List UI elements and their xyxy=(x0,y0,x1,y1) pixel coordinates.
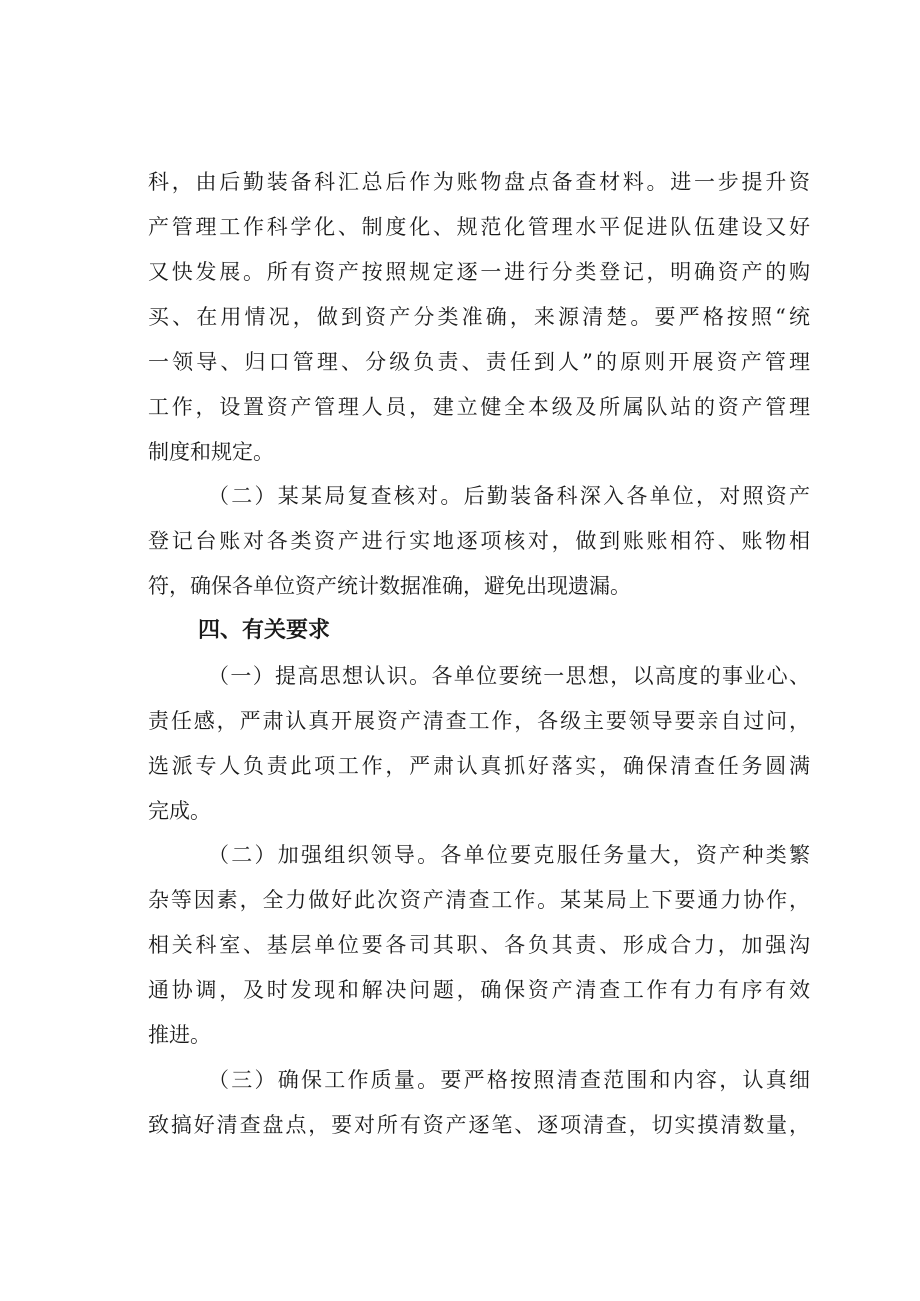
section-heading: 四、有关要求 xyxy=(198,618,331,643)
paragraph-first-line: （二）加强组织领导。各单位要克服任务量大，资产种类繁 xyxy=(208,843,810,867)
text-line: 选派专人负责此项工作，严肃认真抓好落实，确保清查任务圆满 xyxy=(148,754,810,778)
text-line: 工作，设置资产管理人员，建立健全本级及所属队站的资产管理 xyxy=(148,395,810,419)
paragraph-first-line: （二）某某局复查核对。后勤装备科深入各单位，对照资产 xyxy=(208,484,810,508)
text-line: 推进。 xyxy=(148,1023,211,1047)
text-line: 杂等因素，全力做好此次资产清查工作。某某局上下要通力协作， xyxy=(148,888,810,912)
text-line: 责任感，严肃认真开展资产清查工作，各级主要领导要亲自过问， xyxy=(148,709,810,733)
text-line: 完成。 xyxy=(148,799,211,823)
text-line: 符，确保各单位资产统计数据准确，避免出现遗漏。 xyxy=(148,574,631,598)
text-line: 科，由后勤装备科汇总后作为账物盘点备查材料。进一步提升资 xyxy=(148,170,810,194)
text-line: 通协调，及时发现和解决问题，确保资产清查工作有力有序有效 xyxy=(148,978,810,1002)
paragraph-first-line: （三）确保工作质量。要严格按照清查范围和内容，认真细 xyxy=(208,1068,810,1092)
text-line: 登记台账对各类资产进行实地逐项核对，做到账账相符、账物相 xyxy=(148,529,810,553)
text-line: 制度和规定。 xyxy=(148,440,274,464)
text-line: 致搞好清查盘点，要对所有资产逐笔、逐项清查，切实摸清数量， xyxy=(148,1113,810,1137)
text-line: 又快发展。所有资产按照规定逐一进行分类登记，明确资产的购 xyxy=(148,260,810,284)
text-line: 一领导、归口管理、分级负责、责任到人”的原则开展资产管理 xyxy=(148,350,810,374)
text-line: 产管理工作科学化、制度化、规范化管理水平促进队伍建设又好 xyxy=(148,215,810,239)
paragraph-first-line: （一）提高思想认识。各单位要统一思想，以高度的事业心、 xyxy=(208,664,810,688)
text-line: 相关科室、基层单位要各司其职、各负其责、形成合力，加强沟 xyxy=(148,933,810,957)
text-line: 买、在用情况，做到资产分类准确，来源清楚。要严格按照“统 xyxy=(148,305,810,329)
